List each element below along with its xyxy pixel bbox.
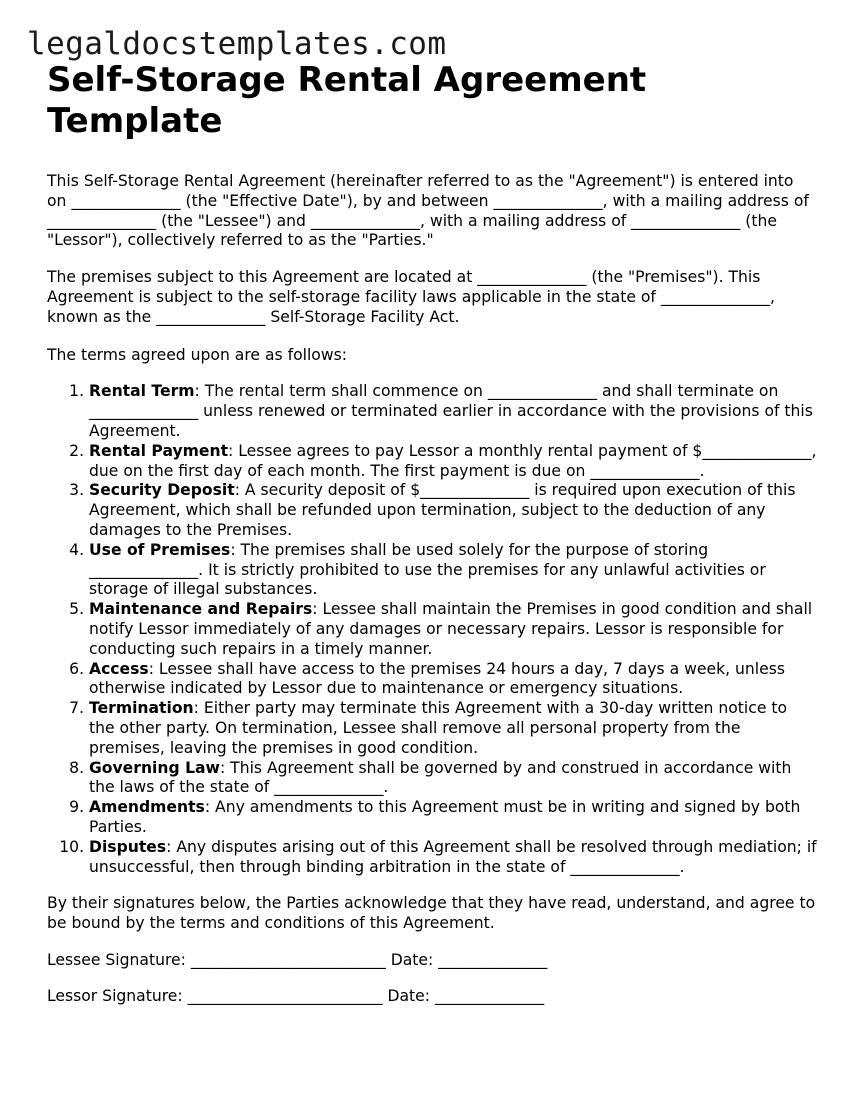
closing-paragraph: By their signatures below, the Parties acknowledge that they have read, understand, and agree to be bound by the terms and conditions of this Agreement. <box>47 894 816 933</box>
term-heading: Amendments <box>89 798 205 817</box>
term-heading: Disputes <box>89 837 167 856</box>
term-heading: Use of Premises <box>89 540 231 559</box>
terms-list <box>47 382 817 877</box>
term-item-governing-law <box>89 759 817 799</box>
term-text: : Any amendments to this Agreement must be in writing and signed by both Parties. <box>89 798 801 836</box>
term-item-amendments <box>89 798 817 838</box>
premises-paragraph: The premises subject to this Agreement are located at ______________ (the "Premises"). This Agreement is subject to the self-storage facility laws applicable in the state of ______________, known as the ______________ Self-Storage Facility Act. <box>47 268 775 326</box>
term-text: : A security deposit of $______________ is required upon execution of this Agreement, which shall be refunded upon termination, subject to the deduction of any damages to the Premises. <box>89 481 796 539</box>
term-heading: Governing Law <box>89 758 220 777</box>
term-text: : Any disputes arising out of this Agreement shall be resolved through mediation; if unsuccessful, then through binding arbitration in the state of ______________. <box>89 837 817 876</box>
term-item-access <box>89 660 817 700</box>
document-title: Self-Storage Rental Agreement Template <box>47 60 647 141</box>
term-text: : The rental term shall commence on ______________ and shall terminate on ______________ unless renewed or terminated earlier in accordance with the provisions of this Agreement. <box>89 382 813 440</box>
term-item-rental-payment <box>89 442 817 482</box>
term-heading: Security Deposit <box>89 481 235 500</box>
site-watermark: legaldocstemplates.com <box>27 26 447 62</box>
term-item-maintenance <box>89 600 817 659</box>
term-heading: Rental Payment <box>89 441 229 460</box>
intro-paragraph: This Self-Storage Rental Agreement (hereinafter referred to as the "Agreement") is entered into on ______________ (the "Effective Date"), by and between ______________, with a mailing address of ______________ (the "Lessee") and ______________, with a mailing address of ______________ (the "Lessor"), collectively referred to as the "Parties." <box>47 172 809 250</box>
term-heading: Maintenance and Repairs <box>89 600 313 619</box>
term-heading: Termination <box>89 699 194 718</box>
term-text: : The premises shall be used solely for the purpose of storing ______________. It is strictly prohibited to use the premises for any unlawful activities or storage of illegal substances. <box>89 540 766 599</box>
term-heading: Access <box>89 659 149 678</box>
term-item-disputes <box>89 838 817 878</box>
terms-lead: The terms agreed upon are as follows: <box>47 345 347 364</box>
term-text: : This Agreement shall be governed by and construed in accordance with the laws of the state of ______________. <box>89 758 792 797</box>
term-item-termination <box>89 699 817 758</box>
term-text: : Lessee shall maintain the Premises in good condition and shall notify Lessor immediately of any damages or necessary repairs. Lessor is responsible for conducting such repairs in a timely manner. <box>89 600 813 658</box>
lessee-signature-line: Lessee Signature: _________________________ Date: ______________ <box>47 950 548 969</box>
term-heading: Rental Term <box>89 382 195 401</box>
document-body <box>47 60 817 1006</box>
term-item-rental-term <box>89 382 817 441</box>
term-text: : Lessee agrees to pay Lessor a monthly rental payment of $______________, due on the first day of each month. The first payment is due on ______________. <box>89 441 817 480</box>
term-item-use-of-premises <box>89 541 817 600</box>
term-item-security-deposit <box>89 481 817 540</box>
term-text: : Either party may terminate this Agreement with a 30-day written notice to the other party. On termination, Lessee shall remove all personal property from the premises, leaving the premises in good condition. <box>89 699 788 757</box>
lessor-signature-line: Lessor Signature: _________________________ Date: ______________ <box>47 986 545 1005</box>
term-text: : Lessee shall have access to the premises 24 hours a day, 7 days a week, unless otherwise indicated by Lessor due to maintenance or emergency situations. <box>89 659 785 698</box>
